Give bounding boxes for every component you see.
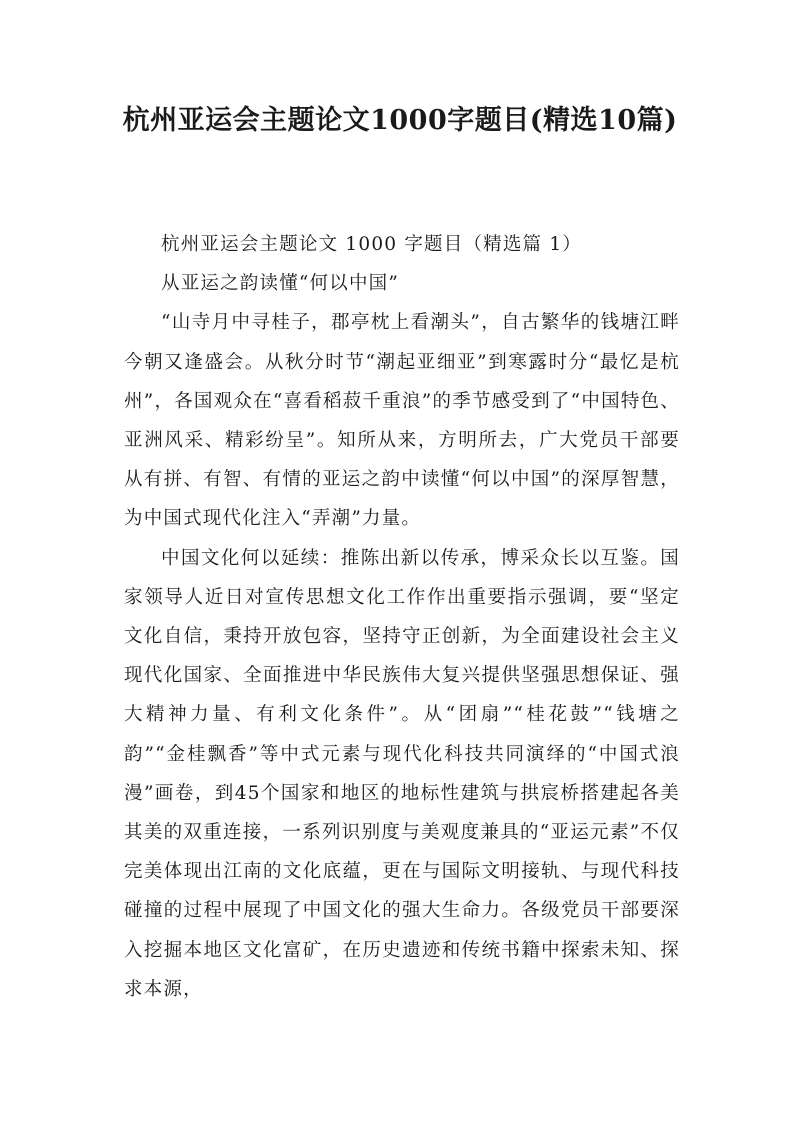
section-heading: 杭州亚运会主题论文 1000 字题目（精选篇 1） <box>161 234 582 255</box>
article-title: 从亚运之韵读懂“何以中国” <box>161 273 400 295</box>
document-title: 杭州亚运会主题论文1000字题目(精选10篇) <box>122 105 678 136</box>
paragraph: “山寺月中寻桂子，郡亭枕上看潮头”，自古繁华的钱塘江畔今朝又逢盛会。从秋分时节“潮起亚细亚”到寒露时分“最忆是杭州”，各国观众在“喜看稻菽千重浪”的季节感受到了“中国特色、亚洲风采、精彩纷呈”。知所从来，方明所去，广大党员干部要从有拼、有智、有情的亚运之韵中读懂“何以中国”的深厚智慧，为中国式现代化注入“弄潮”力量。 <box>124 312 680 530</box>
paragraph: 中国文化何以延续：推陈出新以传承，博采众长以互鉴。国家领导人近日对宣传思想文化工作作出重要指示强调，要“坚定文化自信，秉持开放包容，坚持守正创新，为全面建设社会主义现代化国家、全面推进中华民族伟大复兴提供坚强思想保证、强大精神力量、有利文化条件”。从“团扇”“桂花鼓”“钱塘之韵”“金桂飘香”等中式元素与现代化科技共同演绎的“中国式浪漫”画卷，到45个国家和地区的地标性建筑与拱宸桥搭建起各美其美的双重连接，一系列识别度与美观度兼具的“亚运元素”不仅完美体现出江南的文化底蕴，更在与国际文明接轨、与现代科技碰撞的过程中展现了中国文化的强大生命力。各级党员干部要深入挖掘本地区文化富矿，在历史遗迹和传统书籍中探索未知、探求本源， <box>124 547 680 1000</box>
document-body <box>124 225 680 1009</box>
